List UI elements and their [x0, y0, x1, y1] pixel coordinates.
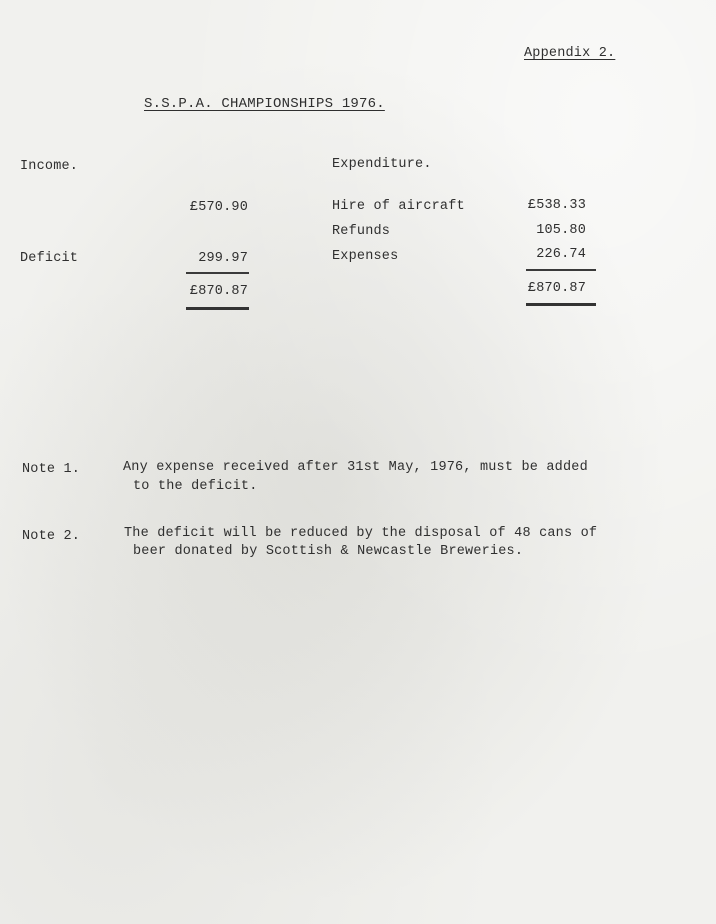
appendix-label: Appendix 2.	[524, 46, 616, 61]
expenditure-item-amount: 105.80	[536, 223, 586, 238]
expenditure-item-label: Hire of aircraft	[332, 199, 465, 214]
note-label: Note 1.	[22, 462, 81, 477]
income-amount: £570.90	[189, 200, 248, 215]
note-text-line: beer donated by Scottish & Newcastle Breweries.	[133, 544, 524, 559]
income-total-double-rule	[186, 307, 249, 310]
income-total: £870.87	[189, 284, 248, 299]
expenditure-heading: Expenditure.	[332, 157, 432, 172]
expenditure-total-double-rule	[526, 303, 596, 306]
expenditure-total: £870.87	[527, 281, 586, 296]
deficit-label: Deficit	[20, 251, 79, 266]
page-title: S.S.P.A. CHAMPIONSHIPS 1976.	[144, 96, 385, 112]
expenditure-item-amount: £538.33	[527, 198, 586, 213]
income-heading: Income.	[20, 159, 79, 174]
expenditure-item-label: Expenses	[332, 249, 399, 264]
expenditure-item-amount: 226.74	[536, 247, 586, 262]
note-label: Note 2.	[22, 529, 81, 544]
income-subtotal-rule	[186, 272, 249, 274]
note-text-line: to the deficit.	[133, 479, 258, 494]
deficit-amount: 299.97	[198, 251, 248, 266]
expenditure-subtotal-rule	[526, 269, 596, 271]
expenditure-item-label: Refunds	[332, 224, 391, 239]
note-text-line: The deficit will be reduced by the disposal of 48 cans of	[124, 526, 598, 541]
note-text-line: Any expense received after 31st May, 1976, must be added	[123, 460, 588, 475]
